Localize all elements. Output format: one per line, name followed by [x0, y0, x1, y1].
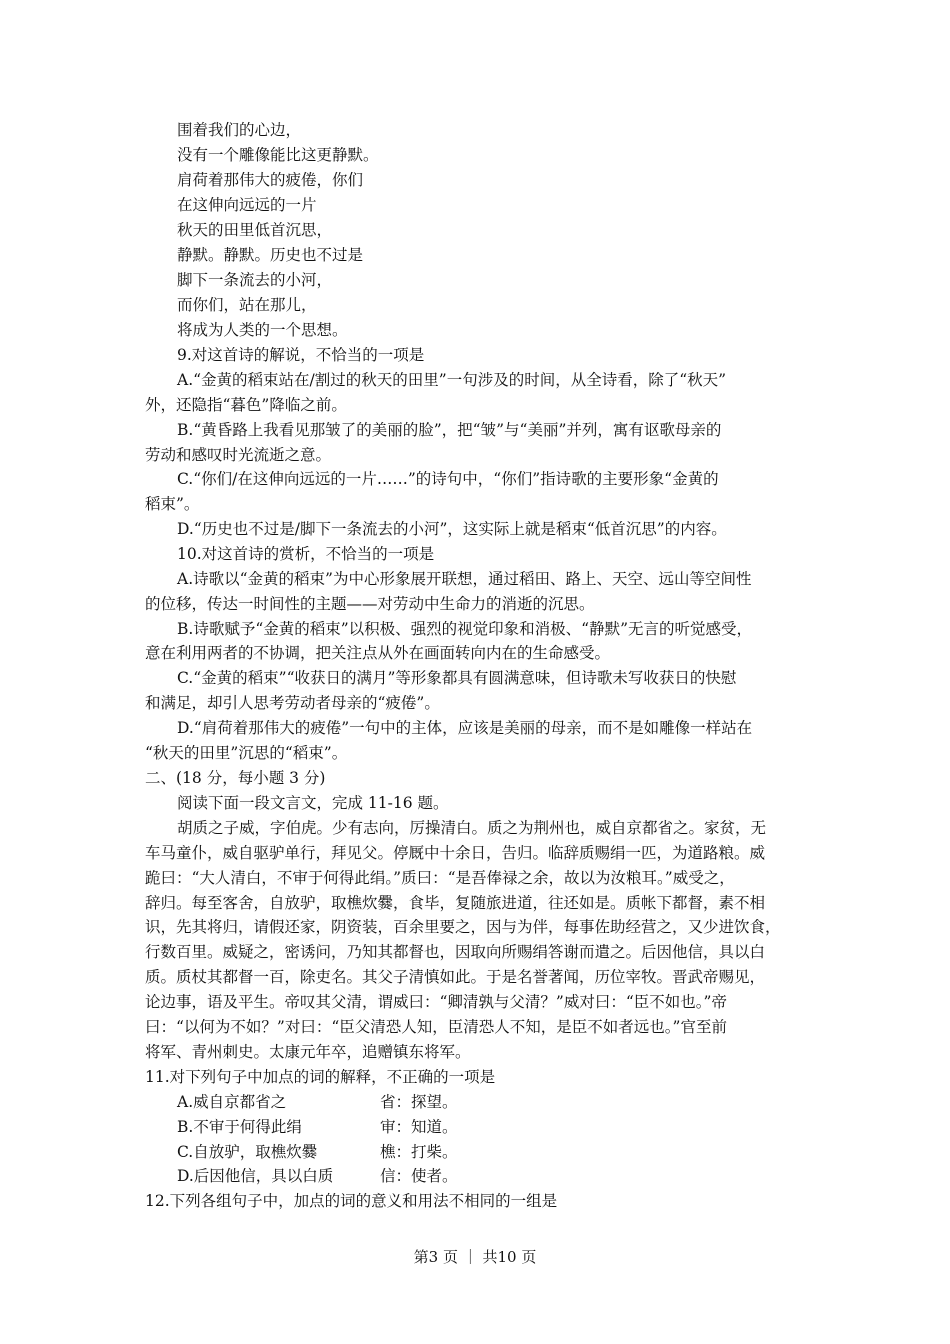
poem-line: 在这伸向远远的一片 [177, 196, 317, 214]
q11-option-answer: 樵：打柴。 [380, 1143, 458, 1161]
passage-line: 曰：“以何为不如？”对曰：“臣父清恐人知，臣清恐人不知，是臣不如者远也。”官至前 [145, 1018, 727, 1036]
q10-option-c-line: 和满足，却引人思考劳动者母亲的“疲倦”。 [145, 694, 440, 712]
q9-option-a-line: A.“金黄的稻束站在/割过的秋天的田里”一句涉及的时间，从全诗看，除了“秋天” [177, 371, 727, 389]
q11-option-b [177, 1117, 877, 1137]
poem-line: 静默。静默。历史也不过是 [177, 246, 364, 264]
passage-line: 胡质之子威，字伯虎。少有志向，厉操清白。质之为荆州也，威自京都省之。家贫，无 [177, 819, 767, 837]
passage-line: 辞归。每至客舍，自放驴，取樵炊爨，食毕，复随旅进道，往还如是。质帐下都督，素不相 [145, 894, 766, 912]
passage-line: 行数百里。威疑之，密诱问，乃知其都督也，因取向所赐绢答谢而遣之。后因他信，具以白 [145, 943, 766, 961]
question-10-stem: 10.对这首诗的赏析，不恰当的一项是 [177, 545, 435, 563]
q9-option-d-line: D.“历史也不过是/脚下一条流去的小河”，这实际上就是稻束“低首沉思”的内容。 [177, 520, 727, 538]
q11-option-text: C.自放驴，取樵炊爨 [177, 1143, 318, 1161]
poem-line: 将成为人类的一个思想。 [177, 321, 348, 339]
question-12-stem: 12.下列各组句子中，加点的词的意义和用法不相同的一组是 [145, 1192, 558, 1210]
q10-option-a-line: 的位移，传达一时间性的主题——对劳动中生命力的消逝的沉思。 [145, 595, 595, 613]
q9-option-b-line: 劳动和感叹时光流逝之意。 [145, 446, 332, 464]
q10-option-d-line: “秋天的田里”沉思的“稻束”。 [145, 744, 348, 762]
poem-line: 围着我们的心边， [177, 121, 302, 139]
q10-option-c-line: C.“金黄的稻束”“收获日的满月”等形象都具有圆满意味，但诗歌未写收获日的快慰 [177, 669, 737, 687]
page-footer: 第3 页 ｜ 共10 页 [413, 1248, 537, 1266]
q11-option-c [177, 1142, 877, 1162]
q9-option-c-line: 稻束”。 [145, 495, 200, 513]
passage-line: 质。质杖其都督一百，除吏名。其父子清慎如此。于是名誉著闻，历位宰牧。晋武帝赐见， [145, 968, 766, 986]
q11-option-answer: 信：使者。 [380, 1167, 458, 1185]
passage-line: 将军、青州刺史。太康元年卒，追赠镇东将军。 [145, 1043, 471, 1061]
q9-option-b-line: B.“黄昏路上我看见那皱了的美丽的脸”，把“皱”与“美丽”并列，寓有讴歌母亲的 [177, 421, 722, 439]
passage-line: 车马童仆，威自驱驴单行，拜见父。停厩中十余日，告归。临辞质赐绢一匹，为道路粮。威 [145, 844, 766, 862]
q11-option-d [177, 1166, 877, 1186]
q10-option-b-line: B.诗歌赋予“金黄的稻束”以积极、强烈的视觉印象和消极、“静默”无言的听觉感受， [177, 620, 753, 638]
poem-line: 而你们，站在那儿， [177, 296, 317, 314]
passage-line: 论边事，语及平生。帝叹其父清，谓威曰：“卿清孰与父清？”威对曰：“臣不如也。”帝 [145, 993, 727, 1011]
q11-option-text: B.不审于何得此绢 [177, 1118, 302, 1136]
q11-option-answer: 省：探望。 [380, 1093, 458, 1111]
q11-option-answer: 审：知道。 [380, 1118, 458, 1136]
section-heading: 二、(18 分，每小题 3 分) [145, 769, 326, 787]
poem-line: 秋天的田里低首沉思， [177, 221, 333, 239]
q11-option-text: A.威自京都省之 [177, 1093, 287, 1111]
q9-option-c-line: C.“你们/在这伸向远远的一片……”的诗句中，“你们”指诗歌的主要形象“金黄的 [177, 470, 719, 488]
q10-option-a-line: A.诗歌以“金黄的稻束”为中心形象展开联想，通过稻田、路上、天空、远山等空间性 [177, 570, 752, 588]
poem-line: 脚下一条流去的小河， [177, 271, 333, 289]
q10-option-b-line: 意在利用两者的不协调，把关注点从外在画面转向内在的生命感受。 [145, 644, 611, 662]
section-intro: 阅读下面一段文言文，完成 11-16 题。 [177, 794, 449, 812]
q10-option-d-line: D.“肩荷着那伟大的疲倦”一句中的主体，应该是美丽的母亲，而不是如雕像一样站在 [177, 719, 753, 737]
question-11-stem: 11.对下列句子中加点的词的解释，不正确的一项是 [145, 1068, 496, 1086]
q11-option-a [177, 1092, 877, 1112]
poem-line: 肩荷着那伟大的疲倦，你们 [177, 171, 364, 189]
q11-option-text: D.后因他信，具以白质 [177, 1167, 334, 1185]
passage-line: 识，先其将归，请假还家，阴资装，百余里要之，因与为伴，每事佐助经营之，又少进饮食， [145, 918, 781, 936]
passage-line: 跪曰：“大人清白，不审于何得此绢。”质曰：“是吾俸禄之余，故以为汝粮耳。”威受之， [145, 869, 735, 887]
poem-line: 没有一个雕像能比这更静默。 [177, 146, 379, 164]
question-9-stem: 9.对这首诗的解说，不恰当的一项是 [177, 346, 425, 364]
q9-option-a-line: 外，还隐指“暮色”降临之前。 [145, 396, 347, 414]
